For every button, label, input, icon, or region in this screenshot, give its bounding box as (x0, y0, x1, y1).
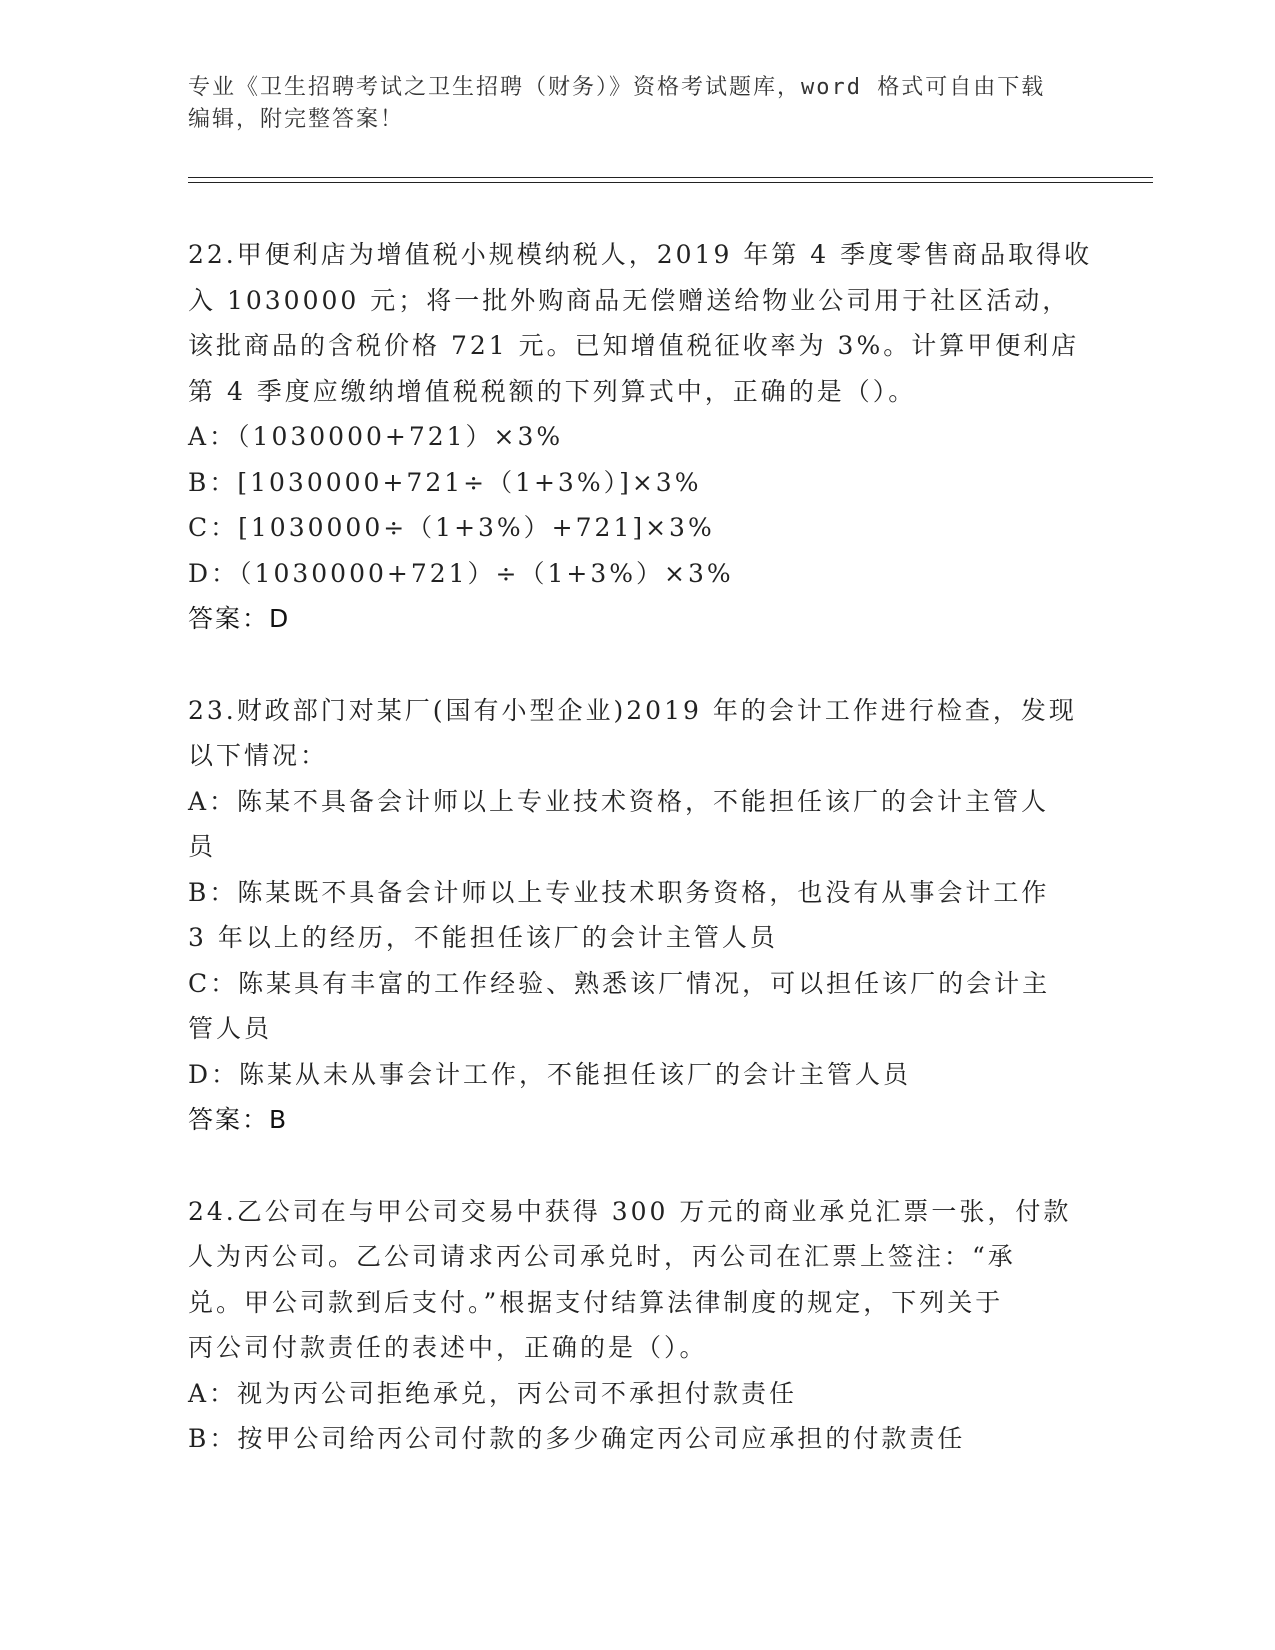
question-stem-line: 人为丙公司。乙公司请求丙公司承兑时，丙公司在汇票上签注：“承 (188, 1242, 1016, 1271)
question-stem-line: 第 4 季度应缴纳增值税税额的下列算式中，正确的是（）。 (188, 376, 917, 406)
option-a: A：（1030000+721）×3% (188, 422, 564, 451)
option-b: B：[1030000+721÷（1+3%）]×3% (188, 467, 702, 497)
option-b: B：按甲公司给丙公司付款的多少确定丙公司应承担的付款责任 (188, 1424, 966, 1453)
question-stem-line: 该批商品的含税价格 721 元。已知增值税征收率为 3%。计算甲便利店 (188, 331, 1080, 360)
header-divider (188, 182, 1153, 183)
option-a: A：陈某不具备会计师以上专业技术资格，不能担任该厂的会计主管人 (188, 786, 1050, 816)
header-line: 编辑，附完整答案！ (188, 107, 405, 132)
answer-label: 答案：D (188, 604, 291, 633)
question-stem-line: 23.财政部门对某厂(国有小型企业)2019 年的会计工作进行检查，发现 (188, 695, 1077, 725)
option-a-continued: 员 (188, 832, 217, 861)
answer-label: 答案：B (188, 1105, 289, 1134)
header-divider (188, 177, 1153, 178)
option-a: A：视为丙公司拒绝承兑，丙公司不承担付款责任 (188, 1378, 798, 1408)
question-stem-line: 以下情况： (188, 741, 329, 770)
question-24 (188, 1189, 1093, 1462)
question-stem-line: 24.乙公司在与甲公司交易中获得 300 万元的商业承兑汇票一张，付款 (188, 1196, 1072, 1226)
question-stem-line: 22.甲便利店为增值税小规模纳税人，2019 年第 4 季度零售商品取得收 (188, 240, 1093, 269)
question-22 (188, 232, 1093, 642)
option-c-continued: 管人员 (188, 1014, 273, 1043)
option-c: C：陈某具有丰富的工作经验、熟悉该厂情况，可以担任该厂的会计主 (188, 968, 1051, 998)
question-stem-line: 丙公司付款责任的表述中，正确的是（）。 (188, 1333, 708, 1362)
header-line: 专业《卫生招聘考试之卫生招聘（财务）》资格考试题库，word 格式可自由下载 (188, 75, 1046, 100)
document-header (188, 72, 1088, 136)
option-d: D：陈某从未从事会计工作，不能担任该厂的会计主管人员 (188, 1059, 912, 1089)
question-stem-line: 兑。甲公司款到后支付。”根据支付结算法律制度的规定，下列关于 (188, 1287, 1004, 1317)
question-stem-line: 入 1030000 元；将一批外购商品无偿赠送给物业公司用于社区活动， (188, 285, 1071, 315)
question-23 (188, 688, 1093, 1143)
option-b: B：陈某既不具备会计师以上专业技术职务资格，也没有从事会计工作 (188, 877, 1050, 907)
option-d: D：（1030000+721）÷（1+3%）×3% (188, 558, 734, 588)
option-c: C：[1030000÷（1+3%）+721]×3% (188, 513, 715, 542)
question-list (188, 232, 1093, 1508)
option-b-continued: 3 年以上的经历，不能担任该厂的会计主管人员 (188, 923, 778, 952)
